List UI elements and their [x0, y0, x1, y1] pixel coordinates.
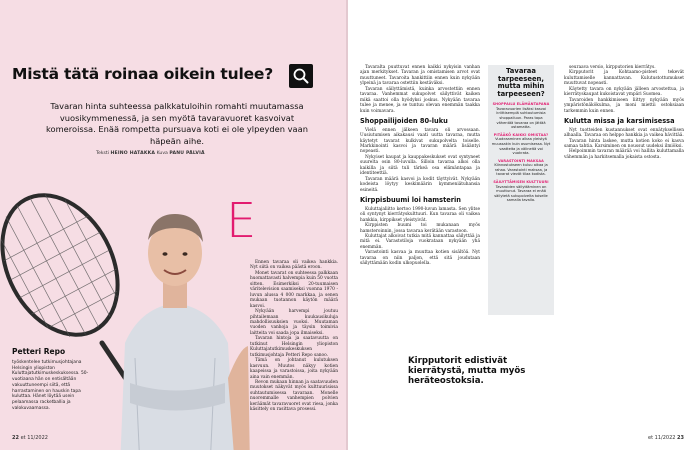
byline-author: HEINO HATAKKA: [110, 151, 156, 156]
body-paragraph: Nykyään harvempi joutuu pihtailemaan kuukausikuluja mahdollisuuksien vuoksi. Muutaman vuoden vanhoja ja täysin toimivia laitteita voi saada jopa ilmaiseksi.: [250, 309, 338, 336]
left-body-column: [250, 260, 338, 413]
sidebar-label: SHOPPAILU ELÄMÄNTAPANA: [492, 102, 550, 107]
body-paragraph: seuraava versio, kirpputorien kierrätys.: [569, 65, 656, 70]
body-paragraph: Ennen tavaraa oli vaikea hankkia. Nyt siitä on vaikea päästä eroon.: [250, 260, 338, 271]
left-page: [0, 0, 346, 450]
body-paragraph: Tämä on johtanut kulutuksen kasvuun. Muutos näkyy kotien kaapeissa ja varastoissa, joita nykyään aina vain enemmän.: [250, 358, 338, 380]
sidebar-text: Tavaroiden säilyttäminen on muuttunut. Tavaraa ei enää säilytetä sukupolvelta toiselle samalla tavalla.: [494, 184, 548, 203]
sidebar-label: SÄILYTTÄMISEN KULTTUURI: [493, 180, 549, 184]
pull-quote: Kirpputorit edistivät kierrätystä, mutta myös heräteostoksia.: [408, 356, 526, 386]
body-paragraph: Tavaroiden hankkimiseen liittyy nykyään myös ympäristönäkökulma, ja moni miettii ostoksiaan tarkemmin kuin ennen.: [564, 97, 684, 114]
subhead-1: Shoppailijoiden 80-luku: [360, 117, 448, 126]
drop-cap: E: [226, 193, 257, 249]
body-paragraph: Varastointi kasvaa ja muuttaa kotien sisältöä. Nyt tavaraa on niin paljon, että sitä joudutaan säilyttämään kodin ulkopuolella.: [360, 250, 480, 267]
body-paragraph: Kuluttajat alkoivat tutkia mitä kannattaa säilyttää ja mitä ei. Varastotiloja vuokrataan nykyään yhä enemmän.: [360, 233, 480, 250]
page-number: 23: [677, 435, 684, 441]
body-paragraph: Revon mukaan hinnan ja saatavuuden muutokset näkyvät myös kulttuurisissa suhtautumisessa tavaraan. Monelle nuoremmalle vanhempien polvien keräämät tavaravuoret ovat riesa, jonka käsittely on rasittava prosessi.: [250, 379, 338, 413]
body-paragraph: Monet tavarat on suhteessa palkkaan huomattavasti halvempia kuin 50 vuotta sitten. Esimerkiksi 20-tuumaisen väritelevision saamiseksi vuonna 1970 -luvun alussa 4 000 markkaa, ja senen mukaan tuotannon käytön määrä kasvoi.: [250, 270, 338, 309]
body-paragraph: Nyt tuotteiden kustannukset ovat ennätyksellisen alhaalla. Tavaraa on helppo hankkia ja vaikea hävittää.: [564, 127, 684, 139]
sidebar-text: Tavaravuorien lisäksi kasvoi kriittisempiä suhtautumisia shoppailuun. Paras tapa vähentää tavaraa on jättää ostamatta.: [495, 106, 547, 130]
sidebar-box: [488, 65, 554, 315]
person-caption: työskentelee tutkimusjohtajana Helsingin yliopiston Kuluttajatutkimuskeskuksessa. 50-vuotiaana hän on entisältään vakuuttuneempi siitä, että harrastaminen on hauskin tapa kuluttaa. Hänet löytää usein pelaamassa racketballia ja valokuvaamassa.: [12, 360, 89, 411]
person-name: Petteri Repo: [12, 347, 66, 356]
sidebar-text: Vuokraaminen alkaa yleistyä muussakin kuin asumisessa. Nyt vaatteita ja välineitä voi vuokrata.: [491, 137, 551, 156]
body-paragraph: Tavaran hintoja ja saatavuutta on tutkinut Helsingin yliopiston Kuluttajatutkimuskeskuksen tutkimusjohtaja Petteri Repo sanoo.: [250, 336, 338, 358]
byline: [96, 151, 296, 156]
sidebar-text: Kiinnostukseen kuluu aikaa ja rahaa. Varastointi maksaa, ja tavarat vievät tilaa kodista.: [494, 163, 548, 177]
magazine-issue: et 11/2022: [648, 435, 676, 441]
headline: Mistä tätä roinaa oikein tulee?: [12, 65, 274, 83]
body-paragraph: Vielä ennen jälkeen tavara oli arvossaan. Uusiutumisen aikakausi vaati uutta tavaraa, mutta käytetyt tavarat kulkivat sukupolvelta toiselle. Markkinointi kasvoi ja tavaran määrä lisääntyi nopeasti.: [360, 127, 480, 155]
right-page: [348, 0, 696, 450]
right-body-column-2: [564, 65, 684, 160]
subhead-2: Kirppisbuumi loi hamsterin: [360, 196, 461, 205]
sidebar-section: [491, 159, 551, 177]
byline-photo-label: Kuva: [156, 151, 168, 156]
body-paragraph: Helpoimmin tavaran määrää voi hallita kuluttamalla vähemmän ja harkitsemalla jokaista ostosta.: [564, 149, 684, 160]
body-paragraph: Nykyiset kaupat ja kauppakeskukset ovat syntyneet suurelta osin 80-luvulla. Silloin tavaraa alkoi olla kaikilla ja siitä tuli tärkeä osa elämäntapaa ja identiteettiä.: [360, 154, 480, 177]
right-body-column-1: [360, 65, 480, 267]
body-paragraph: Tavaran määrä kasvoi ja kodit täyttyivät. Nykyään kodeista löytyy keskimäärin kymmeniätuhansia esineitä.: [360, 176, 480, 193]
sidebar-section: [491, 180, 551, 203]
body-paragraph: Tavaran säilyttämistä, kuinka arvostettiin ennen tavaraa. Vanhemmat sukupolvet säilyttivät kaiken mikä saattoi olla hyödyksi joskus. Nykyään tavaraa tulee ja menee, ja se tuntuu olevan enemmän taakka kuin voimavara.: [360, 86, 480, 114]
body-paragraph: Käytetty tavara on nykyään jälleen arvostettua, ja kierrätyskaupat kukoistavat ympäri Suomea.: [564, 86, 684, 98]
lead-paragraph: Tavaran hinta suhteessa palkkatuloihin romahti muutamassa vuosikymmenessä, ja sen myötä tavaravuoret kasvoivat komeroissa. Enää rompetta pursuava koti ei ole ylpeyden vaan häpeän aihe.: [46, 101, 308, 146]
sidebar-label: VARASTOINTI MAKSAA: [498, 158, 544, 163]
search-icon: [289, 64, 313, 88]
sidebar-label: PITÄÄKÖ KAIKKI OMISTAA?: [493, 132, 549, 137]
sidebar-title: Tavaraa tarpeeseen, mutta mihin tarpeeseen?: [497, 67, 545, 98]
body-paragraph: Kuluttajaliitto kertoo 1990-luvun lamasta. Sen ylitse oli syntynyt kierrätyskulttuuri. Kun tavaraa oli vaikea hankkia, kirppikset yleistyivät.: [360, 206, 480, 223]
body-paragraph: Tavaralta puuttuvat ennen kaikki nykyisin vanhan ajan merkitykset. Tavaran ja omistamisen arvot ovat muuttuneet. Tavaroita hankittiin ennen kuin nykyään ylpeinä ja tavaraa ostettiin kestäväksi.: [360, 65, 480, 87]
body-paragraph: Kirppisten buumi toi mukanaan myös hamsteroinnin, jossa tavaraa kerätään varastoon.: [360, 223, 480, 234]
byline-photographer: PANU PÄLVIÄ: [169, 151, 205, 156]
magazine-issue: et 11/2022: [20, 435, 48, 441]
byline-text-label: Teksti: [96, 151, 109, 156]
body-paragraph: Tavaran hinta laskee, mutta kotien koko ei kasva samaa tahtia. Karsiminen on noussut uudeksi ilmiöksi.: [564, 138, 684, 150]
page-number: 22: [12, 435, 19, 441]
page-number-right: [648, 435, 684, 441]
body-paragraph: Kirpputorit ja Kohtaamo-pisteet tekevät kuluttamiselle kannattavan. Kulutustottumukset muuttuvat nopeasti.: [564, 70, 684, 87]
subhead-3: Kulutta missa ja karsimisessa: [564, 117, 675, 126]
page-number-left: [12, 435, 48, 441]
sidebar-section: [491, 102, 551, 129]
sidebar-section: [491, 133, 551, 156]
